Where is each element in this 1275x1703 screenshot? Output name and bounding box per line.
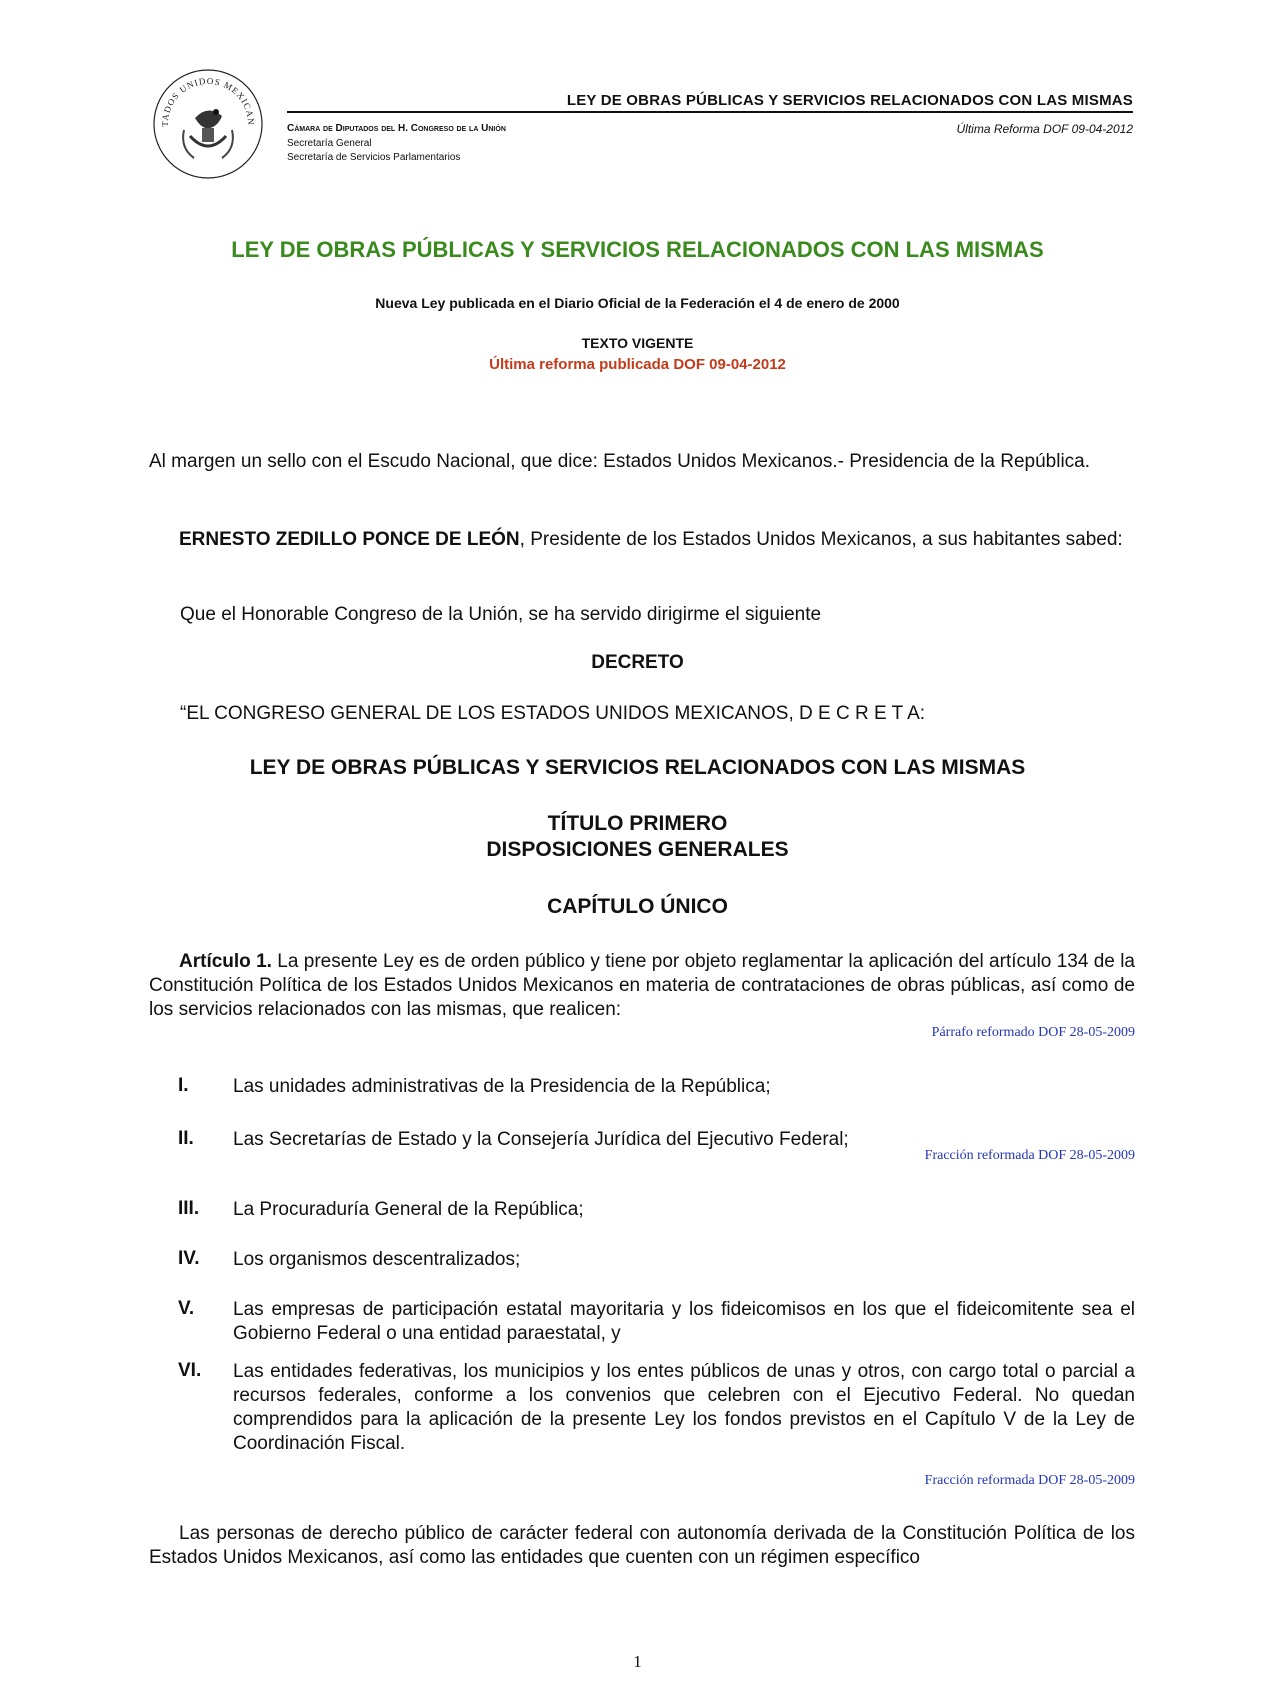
fraction-text: Las entidades federativas, los municipios y los entes públicos de unas y otros, con cargo total o parcial a recursos federales, conforme a los convenios que celebren con el Ejecutivo Federal. No quedan comprendidos para la aplicación de la presente Ley los fondos previstos en el Capítulo V de la Ley de Coordinación Fiscal. [233, 1361, 1135, 1454]
header-last-reform: Última Reforma DOF 09-04-2012 [956, 122, 1133, 136]
article-1-paragraph [149, 950, 1135, 1022]
reform-note: Fracción reformada DOF 28-05-2009 [924, 1148, 1135, 1163]
title-subheading: DISPOSICIONES GENERALES [486, 838, 789, 861]
running-title: LEY DE OBRAS PÚBLICAS Y SERVICIOS RELACIONADOS CON LAS MISMAS [566, 92, 1133, 109]
secretaria-general: Secretaría General [287, 138, 372, 149]
fraction-text: Las unidades administrativas de la Presidencia de la República; [233, 1076, 771, 1097]
document-title: LEY DE OBRAS PÚBLICAS Y SERVICIOS RELACIONADOS CON LAS MISMAS [231, 237, 1044, 262]
margin-paragraph: Al margen un sello con el Escudo Nacional, que dice: Estados Unidos Mexicanos.- Presidencia de la República. [149, 451, 1091, 472]
national-seal [150, 66, 266, 182]
fraction-number: V. [178, 1298, 195, 1319]
page-number: 1 [633, 1652, 642, 1671]
law-heading: LEY DE OBRAS PÚBLICAS Y SERVICIOS RELACIONADOS CON LAS MISMAS [249, 756, 1026, 779]
fraction-number: II. [178, 1128, 194, 1149]
president-text: , Presidente de los Estados Unidos Mexicanos, a sus habitantes sabed: [519, 529, 1123, 550]
fraction-text: Las Secretarías de Estado y la Consejería Jurídica del Ejecutivo Federal; [233, 1129, 849, 1150]
seal-text: TADOS UNIDOS MEXICAN [159, 75, 257, 127]
chapter-heading: CAPÍTULO ÚNICO [547, 895, 728, 918]
reform-note: Fracción reformada DOF 28-05-2009 [924, 1473, 1135, 1488]
article-1-label: Artículo 1. [179, 951, 272, 972]
fraction-text: Los organismos descentralizados; [233, 1249, 521, 1270]
fraction-text: Las empresas de participación estatal mayoritaria y los fideicomisos en los que el fideicomitente sea el Gobierno Federal o una entidad paraestatal, y [233, 1299, 1135, 1344]
article-1-text: La presente Ley es de orden público y tiene por objeto reglamentar la aplicación del artículo 134 de la Constitución Política de los Estados Unidos Mexicanos en materia de contrataciones de obras públicas, así como de los servicios relacionados con las mismas, que realicen: [149, 951, 1135, 1020]
header-rule [287, 111, 1133, 113]
president-paragraph [149, 528, 1135, 552]
secretaria-servicios: Secretaría de Servicios Parlamentarios [287, 152, 461, 163]
fraction-number: VI. [178, 1360, 202, 1381]
personas-paragraph: Las personas de derecho público de carácter federal con autonomía derivada de la Constitución Política de los Estados Unidos Mexicanos, así como las entidades que cuenten con un régimen específico [149, 1523, 1135, 1568]
fraction-number: III. [178, 1198, 200, 1219]
institution-name: Cámara de Diputados del H. Congreso de la Unión [287, 123, 506, 134]
publication-line: Nueva Ley publicada en el Diario Oficial de la Federación el 4 de enero de 2000 [375, 295, 900, 311]
fraction-number: IV. [178, 1248, 200, 1269]
president-name: ERNESTO ZEDILLO PONCE DE LEÓN [179, 529, 520, 550]
que-paragraph: Que el Honorable Congreso de la Unión, se ha servido dirigirme el siguiente [180, 604, 822, 625]
fraction-number: I. [178, 1075, 189, 1096]
title-heading: TÍTULO PRIMERO [547, 812, 728, 835]
reform-note: Párrafo reformado DOF 28-05-2009 [931, 1025, 1135, 1040]
fraction-text: La Procuraduría General de la República; [233, 1199, 584, 1220]
last-reform-line: Última reforma publicada DOF 09-04-2012 [489, 356, 786, 373]
decreto-heading: DECRETO [591, 652, 684, 673]
status-line: TEXTO VIGENTE [581, 335, 694, 351]
congreso-paragraph: “EL CONGRESO GENERAL DE LOS ESTADOS UNIDOS MEXICANOS, D E C R E T A: [180, 703, 926, 724]
